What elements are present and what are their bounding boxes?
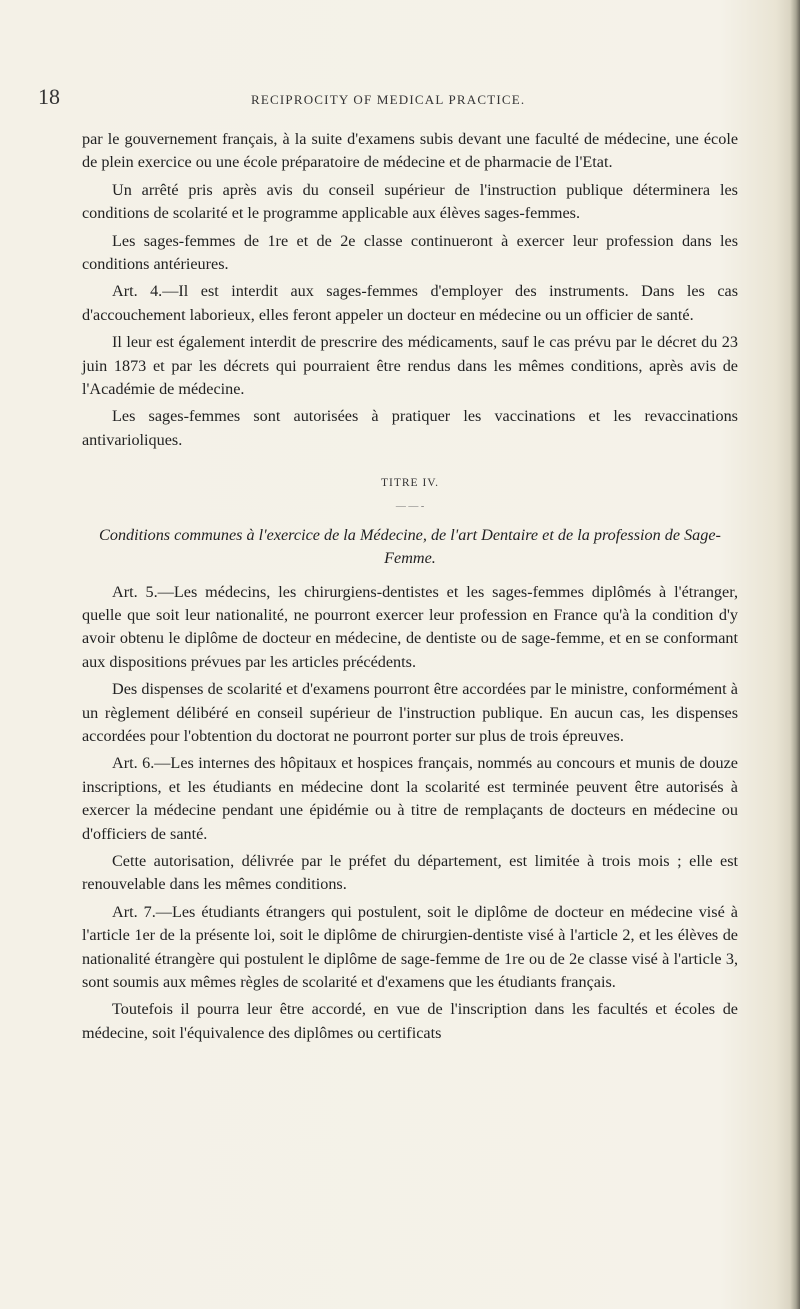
page-edge-shadow <box>790 0 800 1309</box>
paragraph: Des dispenses de scolarité et d'examens pourront être accordées par le ministre, conformément à un règlement délibéré en conseil supérieur de l'instruction publique. En aucun cas, les dispenses accordées pour l'obtention du doctorat ne pourront porter sur plus de trois épreuves. <box>82 680 738 745</box>
body-text <box>82 128 738 1045</box>
paragraph: Cette autorisation, délivrée par le préfet du département, est limitée à trois mois ; elle est renouvelable dans les mêmes conditions. <box>82 851 738 894</box>
running-head: RECIPROCITY OF MEDICAL PRACTICE. <box>251 92 526 107</box>
paragraph: Art. 4.—Il est interdit aux sages-femmes d'employer des instruments. Dans les cas d'accouchement laborieux, elles feront appeler un docteur en médecine ou un officier de santé. <box>82 282 738 324</box>
title-dash: — — - <box>395 500 425 512</box>
paragraph: Art. 7.—Les étudiants étrangers qui postulent, soit le diplôme de docteur en médecine visé à l'article 1er de la présente loi, soit le diplôme de chirurgien-dentiste visé à l'article 2, et les élèves de nationalité étrangère qui postulent le diplôme de sage-femme de 1re ou de 2e classe visé à l'article 3, sont soumis aux mêmes règles de scolarité et d'examens que les étudiants français. <box>82 902 738 991</box>
paragraph: Les sages-femmes sont autorisées à pratiquer les vaccinations et les revaccinations antivarioliques. <box>82 407 738 449</box>
paragraph: Art. 5.—Les médecins, les chirurgiens-dentistes et les sages-femmes diplômés à l'étranger, quelle que soit leur nationalité, ne pourront exercer leur profession en France qu'à la condition d'y avoir obtenu le diplôme de docteur en médecine, de dentiste ou de sage-femme, et en se conformant aux dispositions prévues par les articles précédents. <box>82 582 738 671</box>
paragraph: Toutefois il pourra leur être accordé, en vue de l'inscription dans les facultés et écoles de médecine, soit l'équivalence des diplômes ou certificats <box>82 1000 738 1042</box>
paragraph: Il leur est également interdit de prescrire des médicaments, sauf le cas prévu par le décret du 23 juin 1873 et par les décrets qui pourraient être rendus dans les mêmes conditions, après avis de l'Académie de médecine. <box>82 333 738 399</box>
paragraph: par le gouvernement français, à la suite d'examens subis devant une faculté de médecine, une école de plein exercice ou une école préparatoire de médecine et de pharmacie de l'Etat. <box>82 130 738 172</box>
paragraph: Un arrêté pris après avis du conseil supérieur de l'instruction publique déterminera les conditions de scolarité et le programme applicable aux élèves sages-femmes. <box>82 180 738 223</box>
paragraph: Les sages-femmes de 1re et de 2e classe continueront à exercer leur profession dans les conditions antérieures. <box>82 231 738 274</box>
section-heading: Conditions communes à l'exercice de la Médecine, de l'art Dentaire et de la profession de Sage-Femme. <box>99 525 721 568</box>
page-number: 18 <box>38 84 60 109</box>
page-header <box>38 84 738 110</box>
titre-heading: TITRE IV. <box>381 477 439 490</box>
paragraph: Art. 6.—Les internes des hôpitaux et hospices français, nommés au concours et munis de douze inscriptions, et les étudiants en médecine dont la scolarité est terminée peuvent être autorisés à exercer la médecine pendant une épidémie ou à titre de remplaçants de docteurs en médecine ou d'officiers de santé. <box>82 754 738 843</box>
